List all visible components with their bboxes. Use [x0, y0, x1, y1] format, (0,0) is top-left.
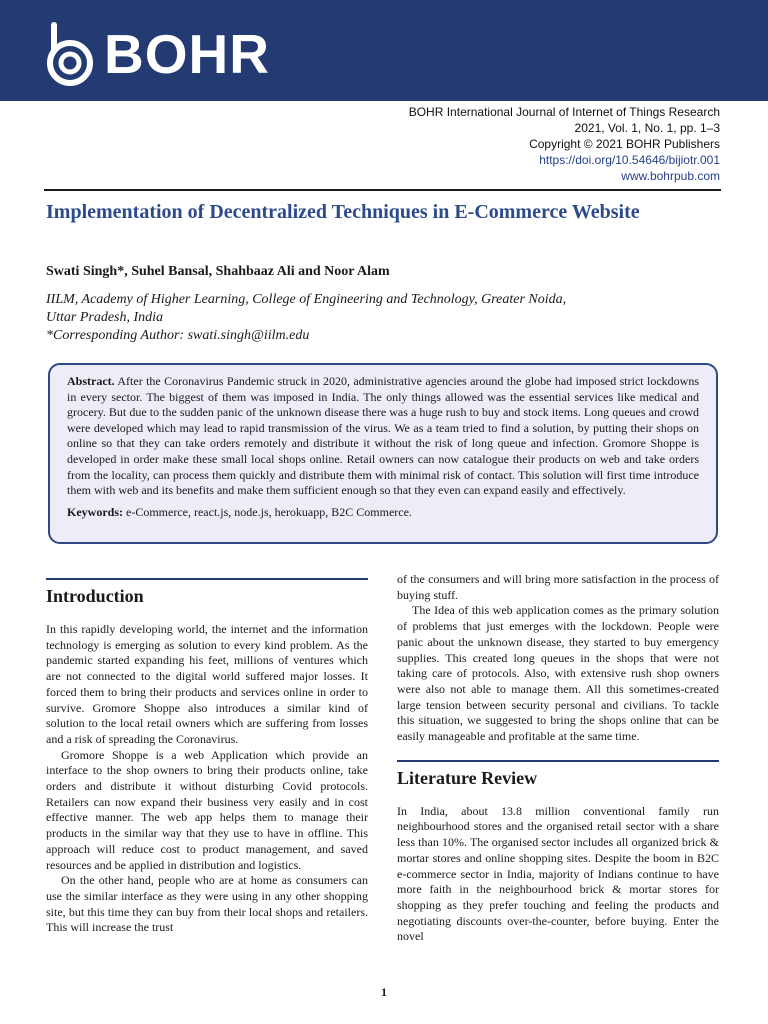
- bohr-spiral-icon: [40, 21, 98, 87]
- abstract-label: Abstract.: [67, 374, 115, 388]
- left-column: [46, 572, 368, 936]
- intro-paragraph-4: The Idea of this web application comes as the primary solution of problems that just emerges with the lockdown. People were panic about the unknown disease, they started to buy emergency supplies. This created long queues in the shops that were not taking care of protocols. Also, with extensive rush shop owners were also not able to manage them. All this sometimes-created large tension between security personal and civilians. To tackle this situation, we suggested to bring the shops online that can be easily manageable and profitable at the same time.: [397, 603, 719, 744]
- keywords-text: e-Commerce, react.js, node.js, herokuapp, B2C Commerce.: [126, 504, 412, 519]
- author-list: Swati Singh*, Suhel Bansal, Shahbaaz Ali and Noor Alam: [46, 264, 390, 279]
- journal-copyright: Copyright © 2021 BOHR Publishers: [529, 137, 720, 151]
- affiliation: [46, 291, 646, 345]
- intro-paragraph-3-continued: of the consumers and will bring more satisfaction in the process of buying stuff.: [397, 572, 719, 602]
- intro-paragraph-3: On the other hand, people who are at home as consumers can use the similar interface as they were using in any other shopping site, but this time they can buy from their local shops and retailers. This will increase the trust: [46, 873, 368, 935]
- journal-volume: 2021, Vol. 1, No. 1, pp. 1–3: [574, 121, 720, 135]
- header-banner: [0, 0, 768, 101]
- page-number: 1: [381, 985, 387, 999]
- keywords-label: Keywords:: [67, 504, 123, 519]
- abstract-box: [48, 363, 718, 544]
- abstract: [67, 374, 699, 499]
- literature-review-heading: Literature Review: [397, 760, 719, 790]
- journal-info: [409, 104, 720, 184]
- logo-text: BOHR: [104, 22, 270, 85]
- website-link[interactable]: www.bohrpub.com: [621, 169, 720, 183]
- journal-name: BOHR International Journal of Internet of Things Research: [408, 105, 720, 119]
- right-column: [397, 572, 719, 945]
- bohr-logo[interactable]: [40, 20, 270, 88]
- affiliation-line-1: IILM, Academy of Higher Learning, College of Engineering and Technology, Greater Noida,: [46, 292, 567, 307]
- affiliation-line-2: Uttar Pradesh, India: [46, 310, 164, 325]
- header-rule: [44, 189, 721, 191]
- corresponding-author: *Corresponding Author: swati.singh@iilm.edu: [46, 328, 310, 343]
- intro-paragraph-1: In this rapidly developing world, the internet and the information technology is emerging as solution to every kind problem. As the pandemic started expanding his feet, millions of ventures which are not connected to the digital world suffered major losses. It forced them to bring their products and services online in order to survive. Gromore Shoppe also introduces a similar kind of solution to the local retail owners which are suffering from losses and a risk of spreading the Coronavirus.: [46, 622, 368, 746]
- introduction-heading: Introduction: [46, 578, 368, 608]
- intro-paragraph-2: Gromore Shoppe is a web Application which provide an interface to the shop owners to bring their products online, take orders and distribute it without disturbing Covid protocols. Retailers can now expand their business very easily and in cost effective manner. The web app helps them to manage their products in the similar way that they use to have in offline. This approach will reduce cost to product management, and saved resources and be applied in distribution and logistics.: [46, 747, 368, 872]
- article-title: Implementation of Decentralized Techniques in E-Commerce Website: [46, 201, 640, 223]
- abstract-text: After the Coronavirus Pandemic struck in 2020, administrative agencies around the globe had imposed strict lockdowns in every sector. The biggest of them was imposed in India. The only things allowed was the essential services like medical and grocery. But due to the sudden panic of the unknown disease there was a huge rush to buy and stock items. Long queues and crowd were developed which may lead to rapid transmission of the virus. We as a team tried to find a solution, by putting their shops on online so that they can take orders remotely and distribute it without the risk of long queue and infection. Gromore Shoppe is developed in order make these small local shops online. Retail owners can now catalogue their products on web and take orders from the locality, can process them quickly and distribute them with minimal risk of contact. This solution will first time introduce them with web and its benefits and make them sufficient enough so that they even can expand easily and effectively.: [67, 374, 699, 498]
- literature-paragraph-1: In India, about 13.8 million conventional family run neighbourhood stores and the organised retail sector with a share less than 10%. The organised sector includes all organized brick & mortar stores and online shopping sites. Despite the boom in B2C e-commerce sector in India, majority of Indians continue to have more faith in the neighbourhood brick & mortar stores for shopping as they prefer touching and feeling the products and negotiating discounts over-the-counter, before buying. Enter the novel: [397, 803, 719, 944]
- doi-link[interactable]: https://doi.org/10.54646/bijiotr.001: [539, 153, 720, 167]
- keywords: [67, 505, 699, 521]
